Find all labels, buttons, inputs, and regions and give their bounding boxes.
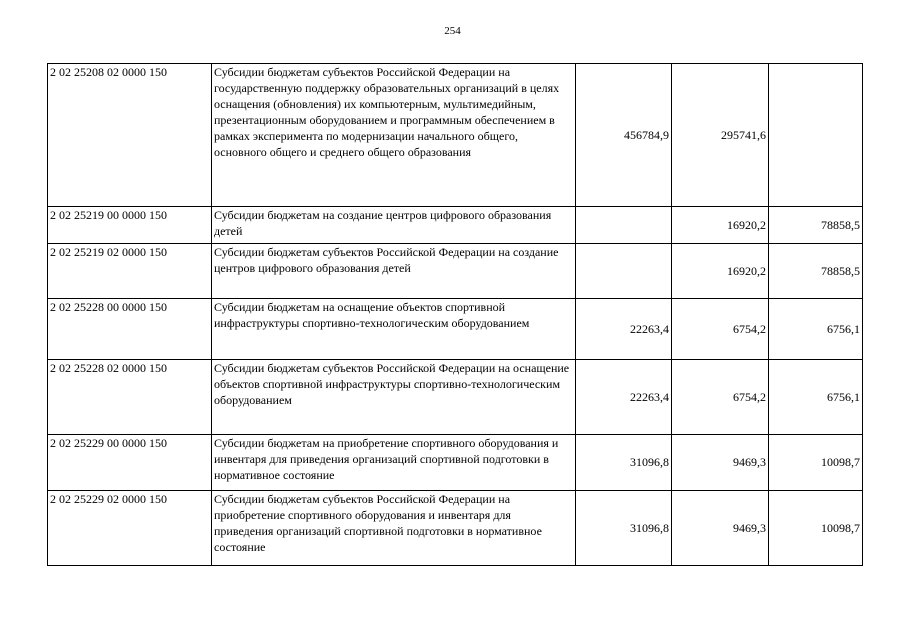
revenue-code: 2 02 25228 00 0000 150 [48,299,212,360]
amount-year1 [576,244,672,299]
amount-year3: 10098,7 [769,491,863,566]
amount-year2: 16920,2 [672,244,769,299]
amount-year1: 31096,8 [576,491,672,566]
table-row [48,207,863,244]
revenue-name: Субсидии бюджетам субъектов Российской Федерации на государственную поддержку образовательных организаций в целях оснащения (обновления) их компьютерным, мультимедийным, презентационным оборудованием и программным обеспечением в рамках эксперимента по модернизации начального общего, основного общего и среднего общего образования [212,64,576,207]
amount-year1: 31096,8 [576,435,672,491]
amount-year3: 10098,7 [769,435,863,491]
amount-year2: 9469,3 [672,435,769,491]
amount-year3 [769,64,863,207]
revenue-code: 2 02 25219 00 0000 150 [48,207,212,244]
revenue-code: 2 02 25219 02 0000 150 [48,244,212,299]
revenue-code: 2 02 25229 00 0000 150 [48,435,212,491]
amount-year2: 16920,2 [672,207,769,244]
amount-year2: 6754,2 [672,299,769,360]
amount-year1: 456784,9 [576,64,672,207]
revenue-code: 2 02 25228 02 0000 150 [48,360,212,435]
revenue-name: Субсидии бюджетам субъектов Российской Федерации на приобретение спортивного оборудования и инвентаря для приведения организаций спортивной подготовки в нормативное состояние [212,491,576,566]
budget-revenue-table [47,63,863,566]
revenue-name: Субсидии бюджетам субъектов Российской Федерации на создание центров цифрового образования детей [212,244,576,299]
revenue-name: Субсидии бюджетам на приобретение спортивного оборудования и инвентаря для приведения организаций спортивной подготовки в нормативное состояние [212,435,576,491]
table-row [48,299,863,360]
amount-year3: 78858,5 [769,244,863,299]
amount-year3: 6756,1 [769,360,863,435]
amount-year2: 9469,3 [672,491,769,566]
revenue-name: Субсидии бюджетам на создание центров цифрового образования детей [212,207,576,244]
amount-year3: 6756,1 [769,299,863,360]
amount-year3: 78858,5 [769,207,863,244]
table-row [48,435,863,491]
table-row [48,244,863,299]
amount-year2: 295741,6 [672,64,769,207]
revenue-code: 2 02 25229 02 0000 150 [48,491,212,566]
amount-year1: 22263,4 [576,360,672,435]
revenue-name: Субсидии бюджетам субъектов Российской Федерации на оснащение объектов спортивной инфраструктуры спортивно-технологическим оборудованием [212,360,576,435]
amount-year1: 22263,4 [576,299,672,360]
revenue-name: Субсидии бюджетам на оснащение объектов спортивной инфраструктуры спортивно-технологическим оборудованием [212,299,576,360]
revenue-code: 2 02 25208 02 0000 150 [48,64,212,207]
table-row [48,491,863,566]
table-row [48,360,863,435]
table-row [48,64,863,207]
amount-year1 [576,207,672,244]
page-number: 254 [444,25,461,37]
amount-year2: 6754,2 [672,360,769,435]
